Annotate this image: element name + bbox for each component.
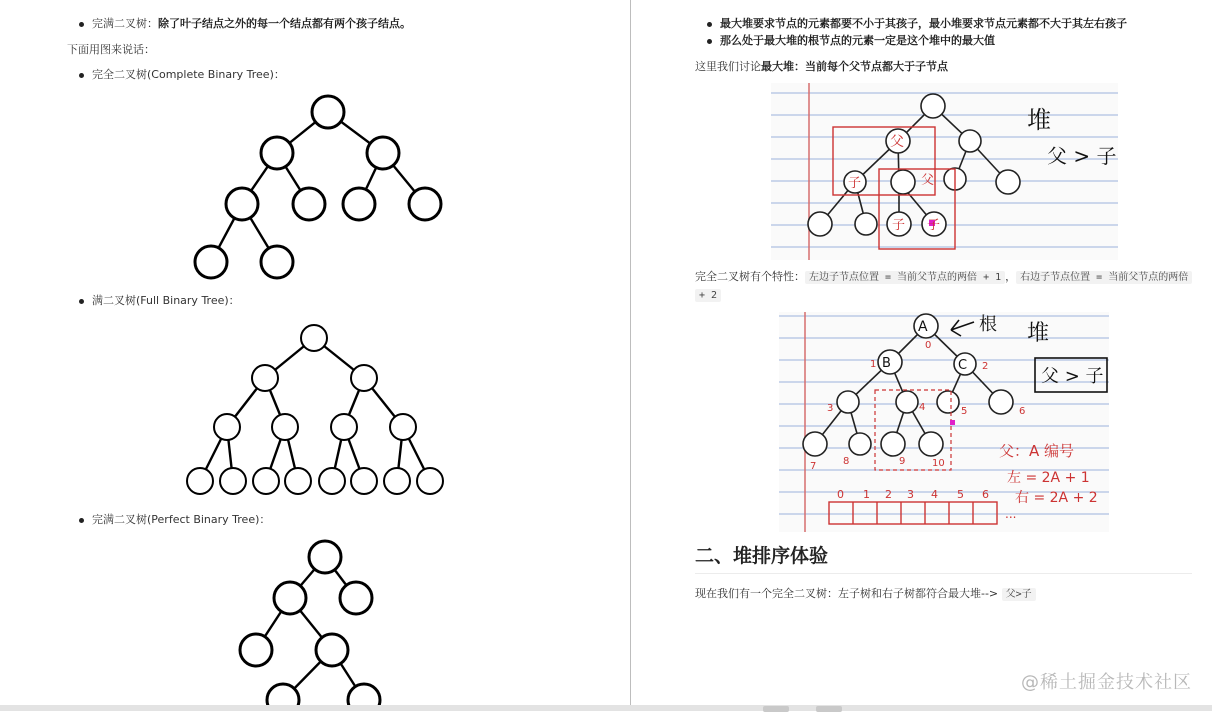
heap-sort-intro-text: 现在我们有一个完全二叉树：左子树和右子树都符合最大堆--> — [695, 587, 999, 600]
heap-index-sketch-image — [779, 312, 1109, 532]
idx-2: 2 — [982, 361, 989, 372]
max-heap-intro-bold: 最大堆：当前每个父节点都大于子节点 — [761, 60, 948, 73]
idx-10: 10 — [932, 458, 945, 469]
left-child-formula-code: 左边子节点位置 = 当前父节点的两倍 + 1 — [805, 271, 1005, 284]
array-dots: ... — [1005, 507, 1017, 521]
bullet-text: 除了叶子结点之外的每一个结点都有两个孩子结点。 — [158, 17, 411, 30]
formula-title: 父：A 编号 — [999, 442, 1075, 460]
watermark: @稀土掘金技术社区 — [1021, 672, 1192, 693]
right-child-formula-code-end: + 2 — [695, 289, 721, 302]
max-heap-intro-prefix: 这里我们讨论 — [695, 60, 761, 73]
idx-7: 7 — [810, 461, 817, 472]
idx-9: 9 — [899, 456, 906, 467]
idx-8: 8 — [843, 456, 850, 467]
parent-mark-2: 父 — [921, 173, 935, 188]
idx-0: 0 — [925, 340, 932, 351]
array-idx-6: 6 — [982, 488, 989, 501]
idx-4: 4 — [919, 402, 926, 413]
complete-tree-property — [695, 269, 1192, 286]
complete-tree-property-cont — [695, 287, 721, 304]
array-idx-0: 0 — [837, 488, 844, 501]
heap-sort-intro — [695, 586, 1036, 603]
bullet-root-max: 那么处于最大堆的根节点的元素一定是这个堆中的最大值 — [720, 34, 995, 47]
heap-sketch-drawing — [771, 83, 1118, 260]
bullet-full-tree: 满二叉树(Full Binary Tree)： — [92, 294, 240, 307]
max-heap-intro — [695, 59, 948, 75]
sketch2-heap-title: 堆 — [1027, 321, 1050, 346]
right-page — [632, 0, 1212, 705]
node-c-label: C — [958, 358, 968, 373]
property-prefix: 完全二叉树有个特性： — [695, 270, 805, 283]
array-boxes — [829, 502, 997, 524]
sketch2-heap-rule: 父 > 子 — [1041, 366, 1104, 387]
right-child-formula-code: 右边子节点位置 = 当前父节点的两倍 — [1016, 271, 1192, 284]
bullet-max-heap-rule: 最大堆要求节点的元素都要不小于其孩子，最小堆要求节点元素都不大于其左右孩子 — [720, 17, 1127, 30]
array-idx-1: 1 — [863, 488, 870, 501]
array-idx-2: 2 — [885, 488, 892, 501]
bottom-scroll-bar[interactable] — [0, 705, 1212, 711]
array-idx-3: 3 — [907, 488, 914, 501]
idx-1: 1 — [870, 359, 877, 370]
heap-sketch-image — [771, 83, 1118, 260]
sketch-heap-rule: 父 > 子 — [1047, 144, 1117, 168]
idx-6: 6 — [1019, 406, 1026, 417]
node-b-label: B — [882, 356, 891, 371]
intro-text: 下面用图来说话： — [67, 43, 155, 56]
child-mark-a: 子 — [892, 218, 906, 233]
bullet-complete-tree: 完全二叉树(Complete Binary Tree)： — [92, 68, 285, 81]
scroll-tab-right[interactable] — [816, 706, 842, 712]
formula-left: 左 = 2A + 1 — [1007, 470, 1090, 486]
array-idx-5: 5 — [957, 488, 964, 501]
heap-index-sketch-drawing — [779, 312, 1109, 532]
idx-5: 5 — [961, 406, 968, 417]
property-separator: ， — [1005, 270, 1017, 283]
page-divider — [630, 0, 631, 705]
parent-gt-child-code: 父>子 — [1002, 588, 1036, 601]
formula-right: 右 = 2A + 2 — [1015, 490, 1098, 506]
root-note: 根 — [979, 314, 997, 335]
bullet-perfect-tree: 完满二叉树(Perfect Binary Tree)： — [92, 513, 271, 526]
scroll-tab-left[interactable] — [763, 706, 789, 712]
section-heading: 二、堆排序体验 — [695, 542, 1192, 574]
array-idx-4: 4 — [931, 488, 938, 501]
perfect-tree — [240, 541, 380, 705]
child-mark: 子 — [848, 176, 862, 191]
idx-3: 3 — [827, 403, 834, 414]
parent-mark: 父 — [890, 134, 904, 150]
node-a-label: A — [918, 319, 928, 335]
bullet-label: 完满二叉树： — [92, 17, 158, 30]
child-mark-b: 子 — [927, 218, 941, 233]
sketch-heap-title: 堆 — [1027, 106, 1051, 134]
